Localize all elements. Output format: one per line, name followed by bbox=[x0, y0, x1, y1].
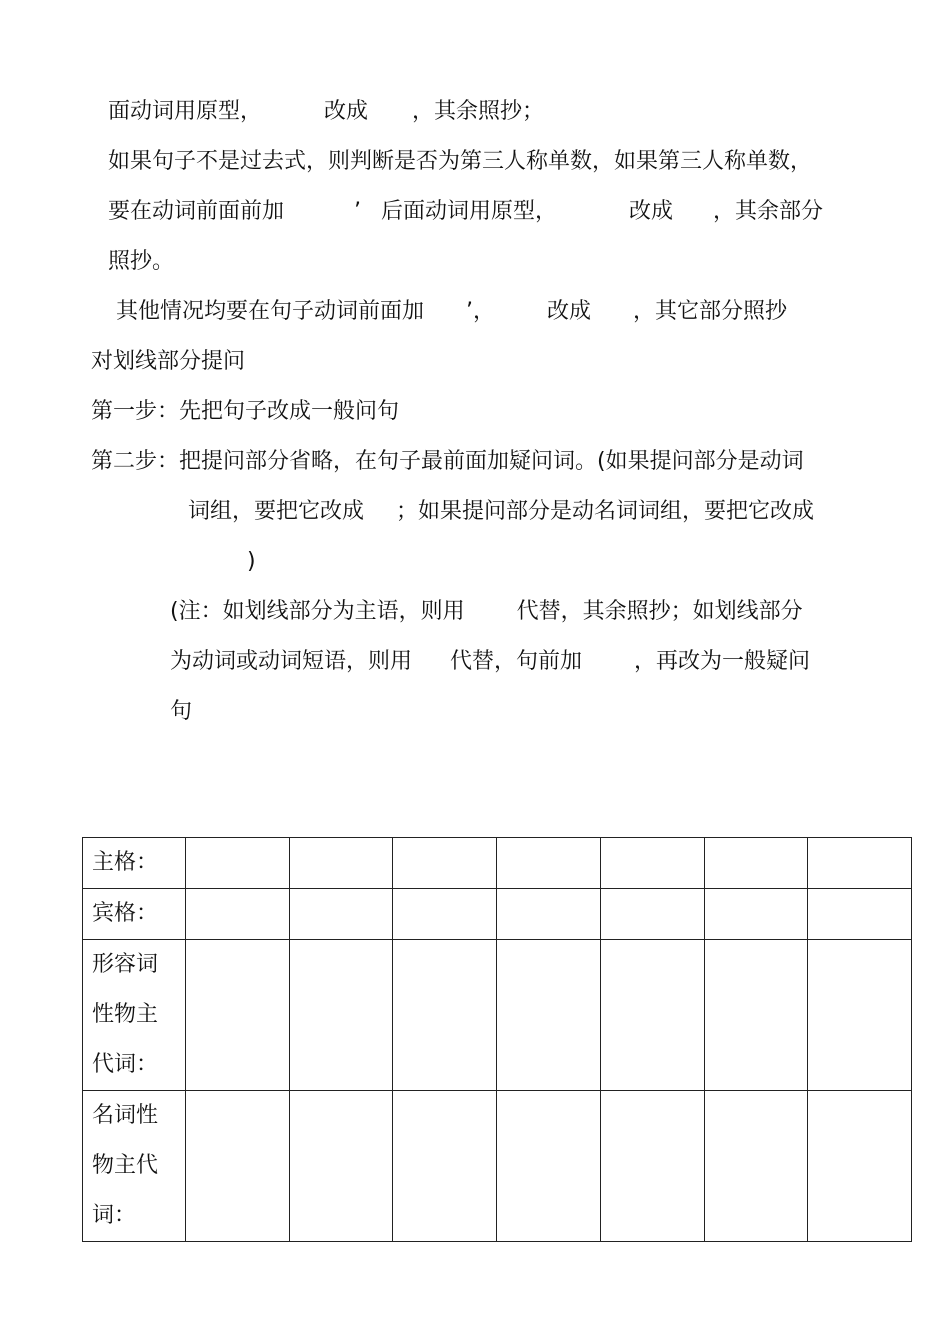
text-line-4: 照抄。 bbox=[108, 249, 175, 274]
text-segment: ，再改为一般疑问 bbox=[634, 649, 811, 674]
text-segment: ，其余部分 bbox=[713, 199, 824, 224]
table-cell[interactable] bbox=[186, 1091, 290, 1242]
label-line: 物主代 bbox=[92, 1153, 159, 1178]
label-line: 形容词 bbox=[92, 952, 159, 977]
text-segment: 要在动词前面前加 bbox=[108, 199, 285, 224]
text-line-2: 如果句子不是过去式，则判断是否为第三人称单数，如果第三人称单数， bbox=[108, 149, 813, 174]
text-segment: 为动词或动词短语，则用 bbox=[170, 649, 413, 674]
table-cell[interactable] bbox=[808, 889, 912, 940]
text-segment: ；如果提问部分是动名词词组，要把它改成 bbox=[396, 499, 815, 524]
table-row bbox=[83, 889, 912, 940]
text-line-1 bbox=[108, 97, 544, 127]
step-one: 第一步：先把句子改成一般问句 bbox=[91, 399, 400, 424]
text-line-10: ) bbox=[247, 549, 256, 574]
table-cell[interactable] bbox=[289, 838, 393, 889]
table-cell[interactable] bbox=[289, 940, 393, 1091]
table-cell[interactable] bbox=[600, 889, 704, 940]
table-cell[interactable] bbox=[704, 889, 808, 940]
text-segment: 代替，句前加 bbox=[450, 649, 583, 674]
table-row bbox=[83, 940, 912, 1091]
table-cell[interactable] bbox=[289, 1091, 393, 1242]
table-row bbox=[83, 1091, 912, 1242]
table-cell[interactable] bbox=[808, 1091, 912, 1242]
text-segment: 面动词用原型， bbox=[108, 99, 263, 124]
pronoun-table bbox=[82, 837, 912, 1242]
label-line: 名词性 bbox=[92, 1103, 159, 1128]
text-line-3 bbox=[108, 197, 823, 227]
table-cell[interactable] bbox=[704, 838, 808, 889]
table-cell[interactable] bbox=[497, 940, 601, 1091]
note-line-1 bbox=[170, 597, 803, 627]
text-segment: 代替，其余照抄；如划线部分 bbox=[516, 599, 803, 624]
table-cell[interactable] bbox=[704, 940, 808, 1091]
note-line-2 bbox=[170, 647, 810, 677]
text-segment: 其他情况均要在句子动词前面加 bbox=[116, 299, 425, 324]
text-line-9 bbox=[188, 497, 814, 527]
table-cell[interactable] bbox=[186, 838, 290, 889]
heading-question-on-underlined: 对划线部分提问 bbox=[91, 349, 246, 374]
table-cell[interactable] bbox=[808, 838, 912, 889]
text-segment: ，其余照抄； bbox=[412, 99, 545, 124]
text-line-5 bbox=[116, 297, 787, 327]
table-cell[interactable] bbox=[497, 838, 601, 889]
row-label-object: 宾格： bbox=[83, 889, 186, 940]
label-line: 词： bbox=[92, 1203, 137, 1228]
text-segment: 改成 bbox=[324, 99, 369, 124]
table-cell[interactable] bbox=[393, 1091, 497, 1242]
step-two: 第二步：把提问部分省略，在句子最前面加疑问词。(如果提问部分是动词 bbox=[91, 449, 804, 474]
table-cell[interactable] bbox=[704, 1091, 808, 1242]
table-row bbox=[83, 838, 912, 889]
table-cell[interactable] bbox=[600, 838, 704, 889]
table-cell[interactable] bbox=[600, 940, 704, 1091]
text-segment: ’ bbox=[354, 199, 362, 224]
note-line-3: 句 bbox=[170, 699, 193, 724]
table-cell[interactable] bbox=[393, 889, 497, 940]
row-label-subject: 主格： bbox=[83, 838, 186, 889]
text-segment: (注：如划线部分为主语，则用 bbox=[170, 599, 465, 624]
table-cell[interactable] bbox=[289, 889, 393, 940]
row-label-adjective-possessive bbox=[83, 940, 186, 1091]
text-segment: 改成 bbox=[629, 199, 674, 224]
text-segment: 后面动词用原型， bbox=[381, 199, 558, 224]
table-cell[interactable] bbox=[393, 838, 497, 889]
table-cell[interactable] bbox=[393, 940, 497, 1091]
table-cell[interactable] bbox=[497, 889, 601, 940]
table-cell[interactable] bbox=[186, 940, 290, 1091]
table-cell[interactable] bbox=[600, 1091, 704, 1242]
text-segment: ’， bbox=[466, 299, 496, 324]
table-cell[interactable] bbox=[497, 1091, 601, 1242]
label-line: 代词： bbox=[92, 1052, 159, 1077]
text-segment: ，其它部分照抄 bbox=[633, 299, 788, 324]
row-label-noun-possessive bbox=[83, 1091, 186, 1242]
label-line: 性物主 bbox=[92, 1002, 159, 1027]
text-segment: 词组，要把它改成 bbox=[188, 499, 365, 524]
table-cell[interactable] bbox=[186, 889, 290, 940]
text-segment: 改成 bbox=[547, 299, 592, 324]
table-cell[interactable] bbox=[808, 940, 912, 1091]
